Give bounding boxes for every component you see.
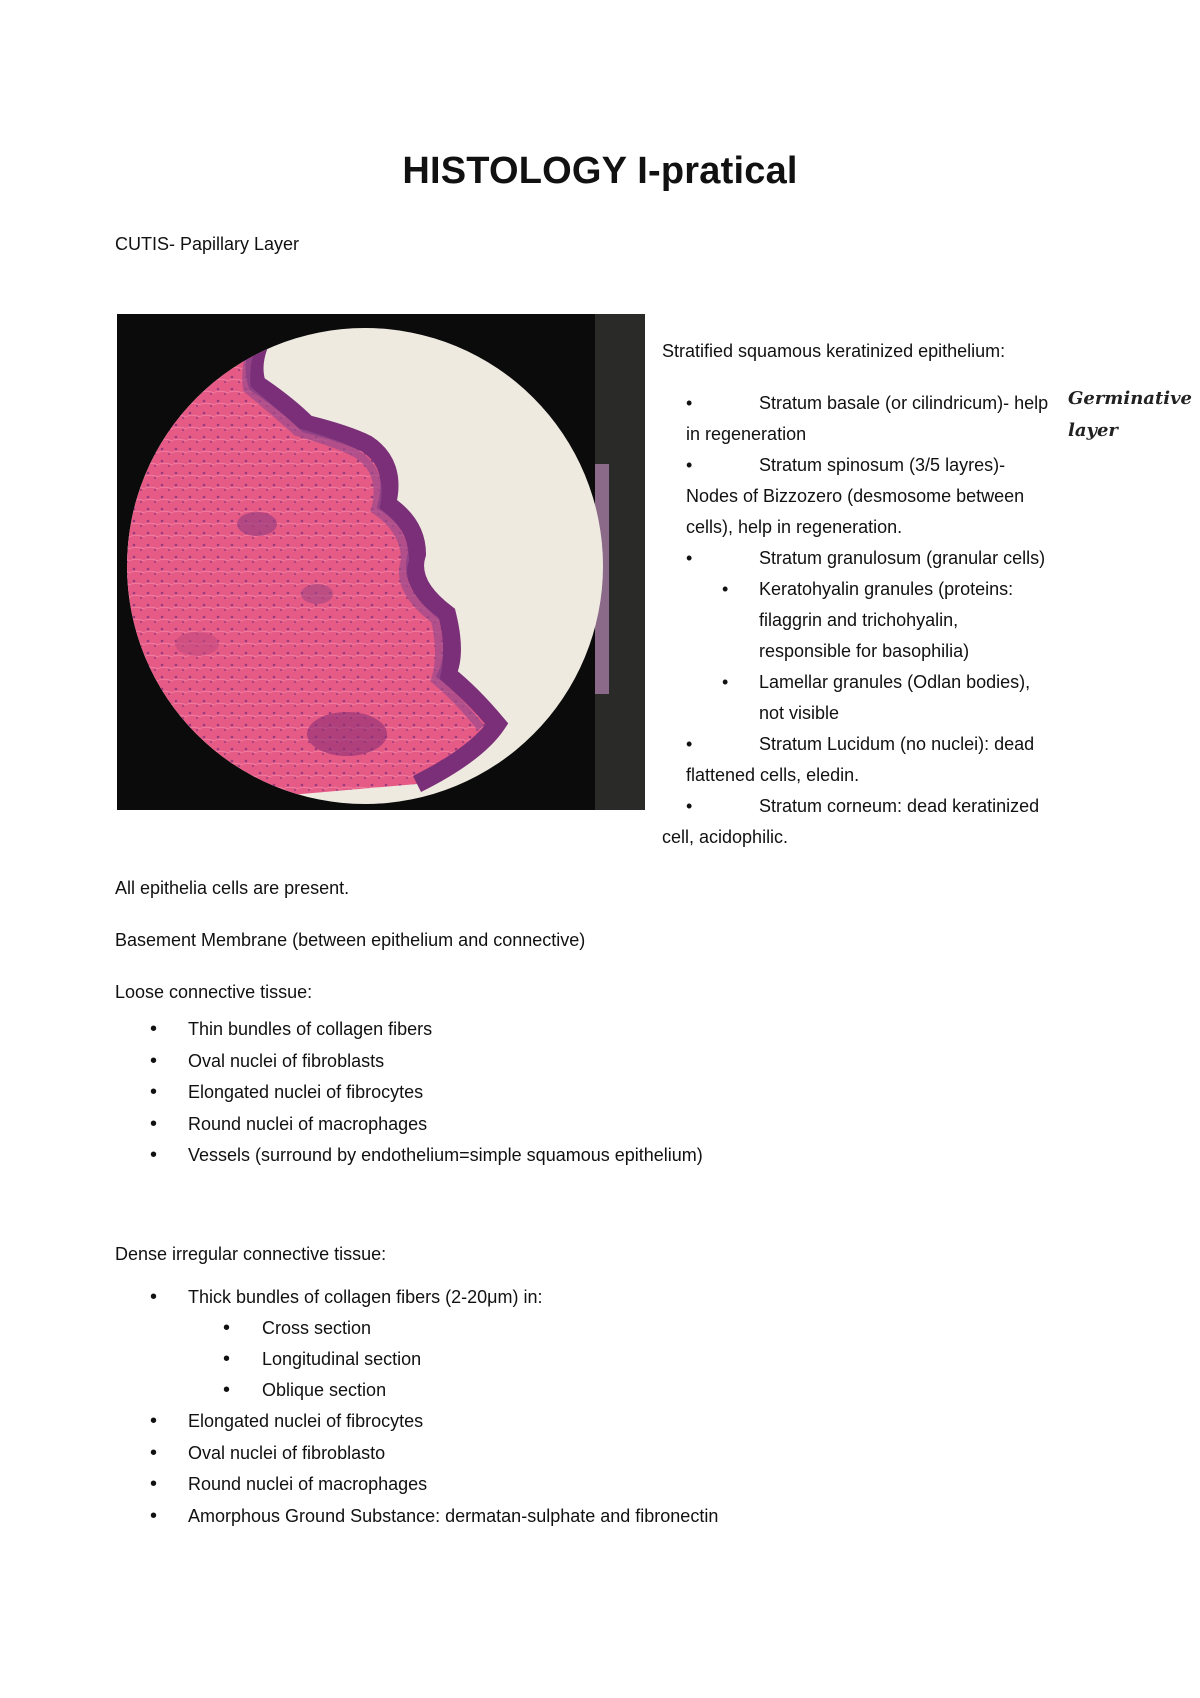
bullet-icon: • [686,393,693,413]
germinative-layer-annotation: Germinative layer [1068,388,1193,441]
sub-lamellar: • Lamellar granules (Odlan bodies), not visible [662,667,1102,729]
dense-connective-list-continued [115,1406,1115,1532]
paragraph-basement-membrane: Basement Membrane (between epithelium and connective) [115,930,586,950]
list-item: • Longitudinal section [115,1344,1115,1375]
page-title: HISTOLOGY I-pratical [402,150,798,192]
bullet-icon: • [722,672,729,692]
list-item: • Amorphous Ground Substance: dermatan-sulphate and fibronectin [115,1501,1115,1533]
bullet-icon: • [686,548,693,568]
epithelium-section [662,336,1102,853]
sub-keratohyalin: • Keratohyalin granules (proteins: filaggrin and trichohyalin, responsible for basophilia) [662,574,1102,667]
bullet-icon: • [686,455,693,475]
layer-stratum-lucidum: • Stratum Lucidum (no nuclei): dead flattened cells, eledin. [662,729,1102,791]
paragraph-epithelia: All epithelia cells are present. [115,878,350,898]
list-item: • Oval nuclei of fibroblasto [115,1438,1115,1470]
list-item: • Cross section [115,1313,1115,1344]
layer-stratum-basale: • Stratum basale (or cilindricum)- help in regeneration [662,388,1102,450]
section-subtitle: CUTIS- Papillary Layer [115,234,300,254]
bullet-icon: • [686,734,693,754]
layer-stratum-spinosum: • Stratum spinosum (3/5 layres)- Nodes of Bizzozero (desmosome between cells), help in regeneration. [662,450,1102,543]
list-item: • Thick bundles of collagen fibers (2-20μm) in: [115,1282,1115,1314]
list-item: • Round nuclei of macrophages [115,1109,1115,1141]
list-item: • Round nuclei of macrophages [115,1469,1115,1501]
loose-connective-list [115,1014,1115,1172]
list-item: • Thin bundles of collagen fibers [115,1014,1115,1046]
layer-stratum-granulosum: • Stratum granulosum (granular cells) [662,543,1102,574]
loose-connective-heading: Loose connective tissue: [115,982,313,1002]
histology-micrograph-icon [117,314,645,810]
layer-stratum-corneum: • Stratum corneum: dead keratinized cell, acidophilic. [662,791,1102,853]
list-item: • Elongated nuclei of fibrocytes [115,1406,1115,1438]
bullet-icon: • [722,579,729,599]
dense-connective-list [115,1282,1115,1314]
bullet-icon: • [686,796,693,816]
list-item: • Oblique section [115,1375,1115,1406]
dense-connective-heading: Dense irregular connective tissue: [115,1243,387,1264]
epithelium-heading: Stratified squamous keratinized epithelium: [662,341,1006,361]
list-item: • Vessels (surround by endothelium=simple squamous epithelium) [115,1140,1115,1172]
collagen-section-list [115,1313,1115,1406]
body-text [115,876,1115,1532]
list-item: • Elongated nuclei of fibrocytes [115,1077,1115,1109]
list-item: • Oval nuclei of fibroblasts [115,1046,1115,1078]
